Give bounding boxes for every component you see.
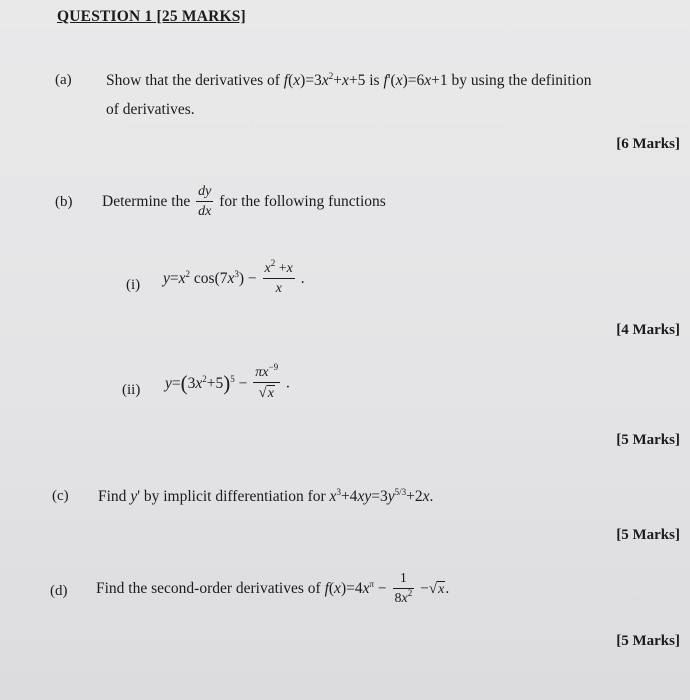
dy-text: dy [198,184,212,199]
part-d-lead: Find the second-order derivatives of [96,580,321,597]
part-b-i-label: (i) [126,277,141,293]
part-b-ii-equation: $y=(3x^2+5)^5$ − $\frac{\pi x^{-9}}{√x}$ . [165,362,290,401]
part-a-tail: by using the definition [451,72,592,89]
part-b-i-marks: [4 Marks] [616,322,680,338]
part-a-lead: Show that the derivatives of [106,72,280,89]
part-b-line [102,185,386,219]
part-b-i-equation: $y=x^2$ $\cos(7x^3)$ − $\frac{x^2 +x}{x}$ . [163,258,305,296]
part-a-line1 [106,72,591,90]
part-c-equation: $x^3+4xy=3y^{5/3}+2x$. [329,487,434,505]
part-d-label: (d) [50,583,68,599]
part-b-lead: Determine the [102,193,191,210]
part-b-ii-marks: [5 Marks] [616,432,680,448]
part-a-is: is [369,72,380,89]
part-c-mid: by implicit differentiation for [143,488,326,505]
part-a-label: (a) [55,72,72,88]
part-b-label: (b) [55,194,73,210]
part-a-function: $f(x)=3x^2+x+5$ [283,71,366,89]
part-c-label: (c) [52,488,69,504]
dx-text: dx [198,204,212,219]
part-c-marks: [5 Marks] [616,527,680,543]
part-a-marks: [6 Marks] [616,136,680,152]
part-d-function: $f(x)=4x^\pi$ − [324,579,387,597]
page-title: QUESTION 1 [25 MARKS] [57,8,246,25]
part-d-line [96,572,449,606]
part-d-sqrt: −√x. [420,580,450,597]
part-a-derivative: f'(x)=6x+1 [383,72,448,89]
part-a-line2: of derivatives. [106,101,195,118]
part-b-dydx [196,185,213,219]
part-d-fraction: $\frac{1}{8x^2}$ [394,571,413,606]
part-c-line [98,488,433,506]
part-d-marks: [5 Marks] [616,633,680,649]
part-b-tail: for the following functions [219,193,386,210]
part-b-ii-label: (ii) [122,382,141,398]
part-c-lead: Find [98,488,127,505]
part-c-yprime: y' [130,488,140,505]
